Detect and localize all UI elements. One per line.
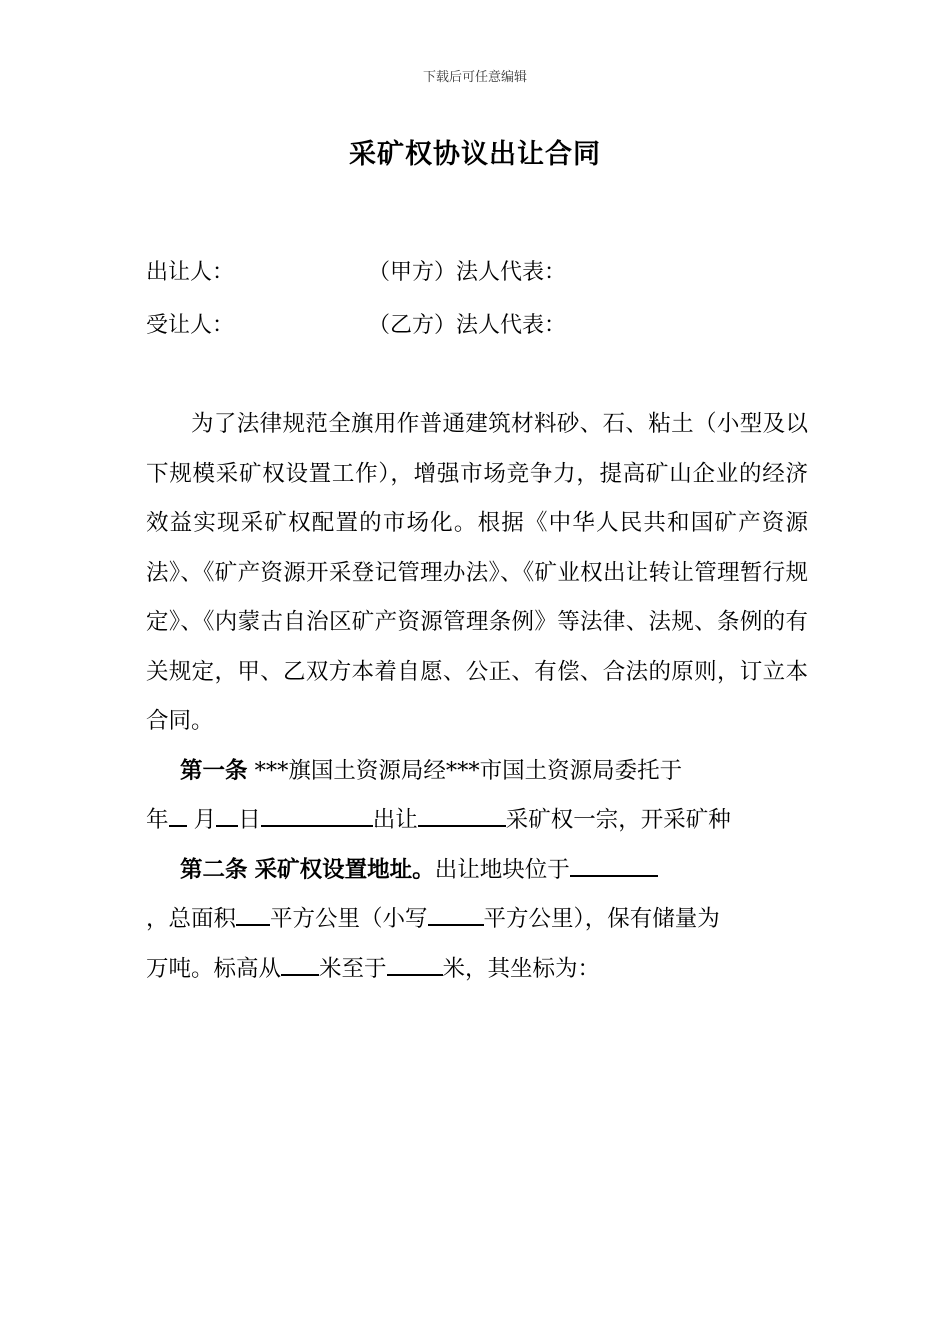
article-2-elev-mid: 米至于: [319, 955, 387, 982]
blank-elev-from: [281, 950, 319, 976]
grantee-detail: （乙方）法人代表：: [368, 313, 567, 338]
article-2-line-3: [146, 945, 808, 995]
article-1-line-1: [146, 747, 808, 797]
grantee-label: 受让人：: [146, 313, 235, 338]
contract-body: [146, 400, 808, 994]
article-2-heading: 采矿权设置地址。: [254, 856, 435, 883]
party-row-grantor: [146, 258, 566, 288]
page-title: 采矿权协议出让合同: [349, 139, 601, 170]
preamble-paragraph: 为了法律规范全旗用作普通建筑材料砂、石、粘土（小型及以下规模采矿权设置工作），增强市场竞争力，提高矿山企业的经济效益实现采矿权配置的市场化。根据《中华人民共和国矿产资源法》、《矿产资源开采登记管理办法》、《矿业权出让转让管理暂行规定》、《内蒙古自治区矿产资源管理条例》等法律、法规、条例的有关规定，甲、乙双方本着自愿、公正、有偿、合法的原则，订立本合同。: [146, 411, 808, 734]
grantor-detail: （甲方）法人代表：: [368, 260, 567, 285]
blank-area-small: [428, 900, 484, 926]
article-1-year: 年: [146, 807, 169, 833]
article-2-line-2: [146, 895, 808, 945]
article-2-elev-end: 米，其坐标为：: [442, 955, 601, 982]
article-1-rights: 采矿权一宗，开采矿种: [505, 807, 731, 833]
party-row-grantee: [146, 311, 566, 341]
blank-mineral: [418, 801, 506, 827]
article-2-reserve-unit: 万吨。标高从: [146, 955, 282, 982]
article-1-label: 第一条: [180, 757, 248, 784]
article-2-label: 第二条: [180, 856, 248, 883]
article-2-area-prefix: ，总面积: [146, 906, 237, 932]
blank-elev-to: [387, 950, 443, 976]
article-1-line-2: [146, 796, 808, 846]
blank-day: [261, 801, 373, 827]
article-1-grant: 出让: [372, 807, 418, 833]
article-2-area-unit: 平方公里（小写: [270, 906, 428, 932]
article-2-text: 出让地块位于: [434, 856, 570, 883]
article-2-line-1: [146, 846, 808, 896]
article-1-day: 日: [238, 807, 261, 833]
article-1-month: 月: [193, 807, 217, 833]
blank-year: [169, 801, 187, 827]
grantor-label: 出让人：: [146, 260, 235, 285]
blank-area: [236, 900, 270, 926]
blank-month: [216, 801, 238, 827]
header-note: 下载后可任意编辑: [422, 70, 527, 85]
article-1-text: ***旗国土资源局经***市国土资源局委托于: [254, 757, 683, 784]
blank-location: [570, 851, 658, 877]
article-2-area-unit2: 平方公里），保有储量为: [483, 906, 720, 932]
